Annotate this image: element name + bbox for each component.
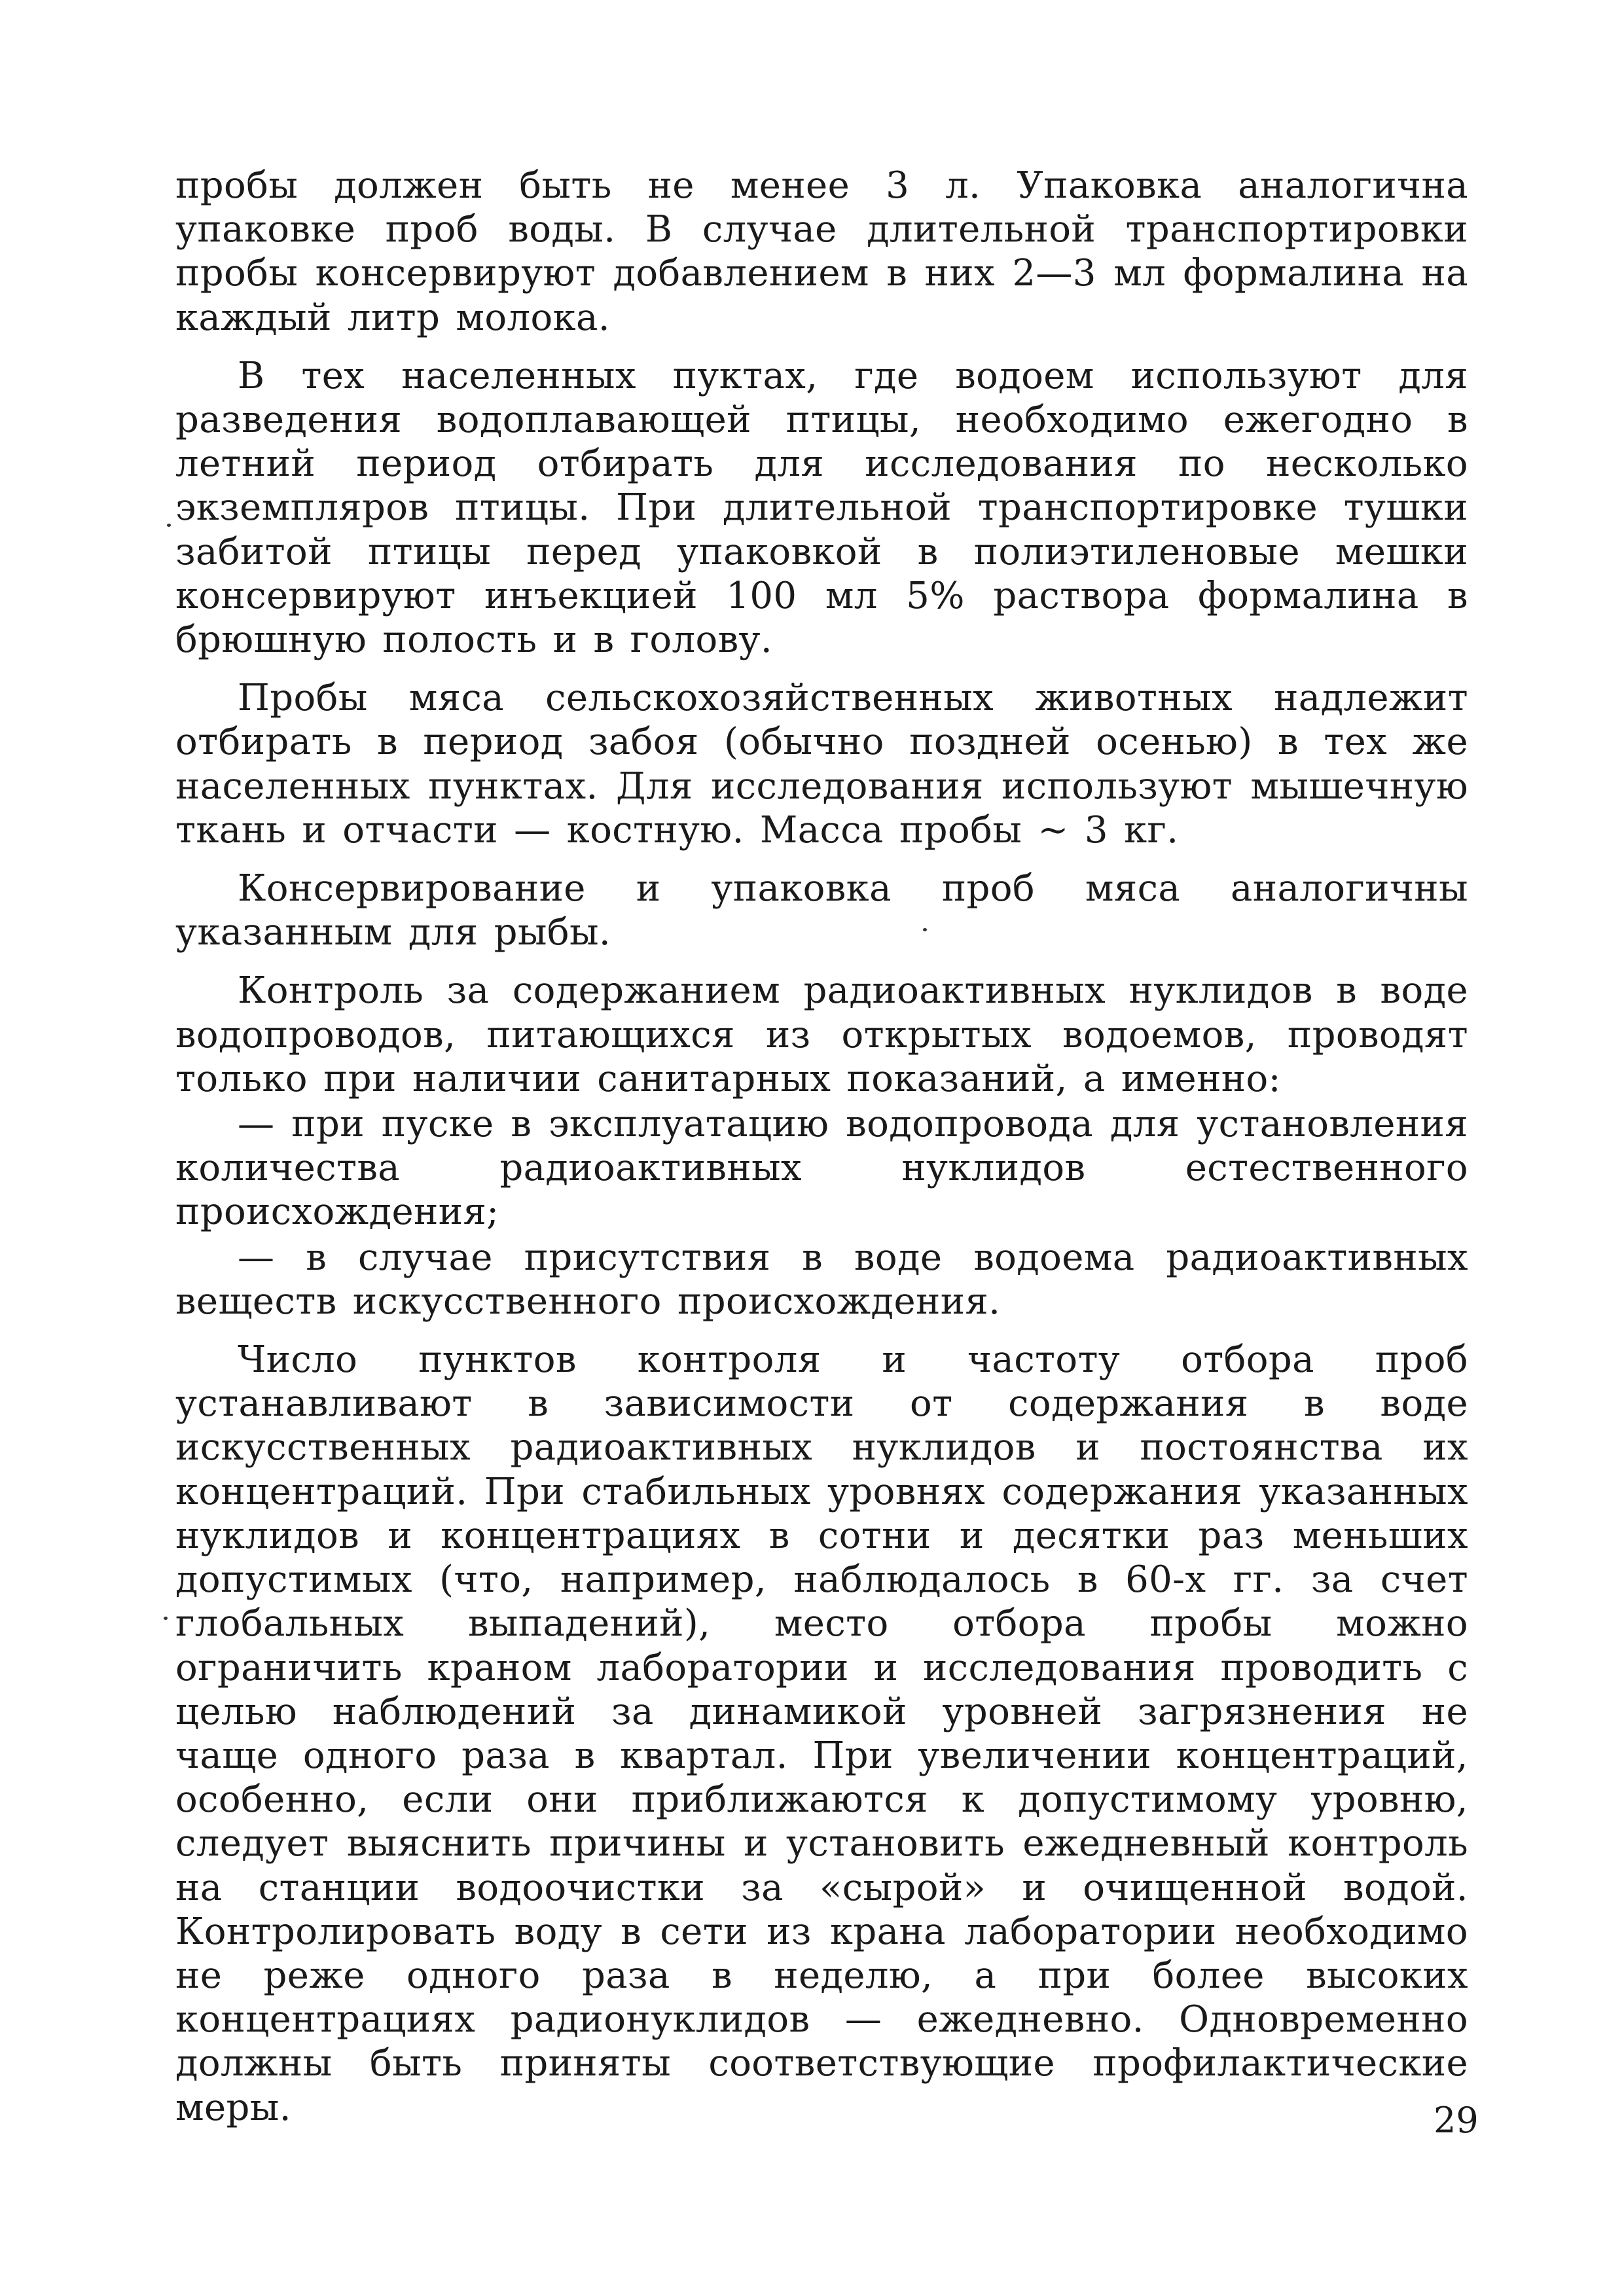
list-item-artificial-origin: — в случае присутствия в воде водоема радиоактивных веществ искусственного происхождения.: [175, 1236, 1468, 1323]
scan-speck: [167, 524, 171, 527]
paragraph-meat-samples: Пробы мяса сельскохозяйственных животных надлежит отбирать в период забоя (обычно поздней осенью) в тех же населенных пунктах. Для исследования используют мышечную ткань и отчасти — костную. Масса пробы ~ 3 кг.: [175, 677, 1468, 852]
paragraph-milk-sample-continuation: пробы должен быть не менее 3 л. Упаковка аналогична упаковке проб воды. В случае длительной транспортировки пробы консервируют добавлением в них 2—3 мл формалина на каждый литр молока.: [175, 164, 1468, 339]
paragraph-meat-preservation: Консервирование и упаковка проб мяса аналогичны указанным для рыбы.: [175, 867, 1468, 954]
paragraph-control-points: Число пунктов контроля и частоту отбора проб устанавливают в зависимости от содержания в воде искусственных радиоактивных нуклидов и постоянства их концентраций. При стабильных уровнях содержания указанных нуклидов и концентрациях в сотни и десятки раз меньших допустимых (что, например, наблюдалось в 60-х гг. за счет глобальных выпадений), место отбора пробы можно ограничить краном лаборатории и исследования проводить с целью наблюдений за динамикой уровней загрязнения не чаще одного раза в квартал. При увеличении концентраций, особенно, если они приближаются к допустимому уровню, следует выяснить причины и установить ежедневный контроль на станции водоочистки за «сырой» и очищенной водой. Контролировать воду в сети из крана лаборатории необходимо не реже одного раза в неделю, а при более высоких концентрациях радионуклидов — ежедневно. Одновременно должны быть приняты соответствующие профилактические меры.: [175, 1338, 1468, 2129]
page-number: 29: [1434, 2100, 1479, 2141]
scan-speck: [923, 928, 927, 931]
paragraph-waterfowl-samples: В тех населенных пуктах, где водоем используют для разведения водоплавающей птицы, необходимо ежегодно в летний период отбирать для исследования по несколько экземпляров птицы. При длительной транспортировке тушки забитой птицы перед упаковкой в полиэтиленовые мешки консервируют инъекцией 100 мл 5% раствора формалина в брюшную полость и в голову.: [175, 354, 1468, 662]
scan-speck: [164, 1617, 168, 1620]
list-item-natural-origin: — при пуске в эксплуатацию водопровода для установления количества радиоактивных нуклидов естественного происхождения;: [175, 1103, 1468, 1234]
body-text: [175, 164, 1468, 2144]
paragraph-water-supply-control: Контроль за содержанием радиоактивных нуклидов в воде водопроводов, питающихся из открытых водоемов, проводят только при наличии санитарных показаний, а именно:: [175, 969, 1468, 1100]
